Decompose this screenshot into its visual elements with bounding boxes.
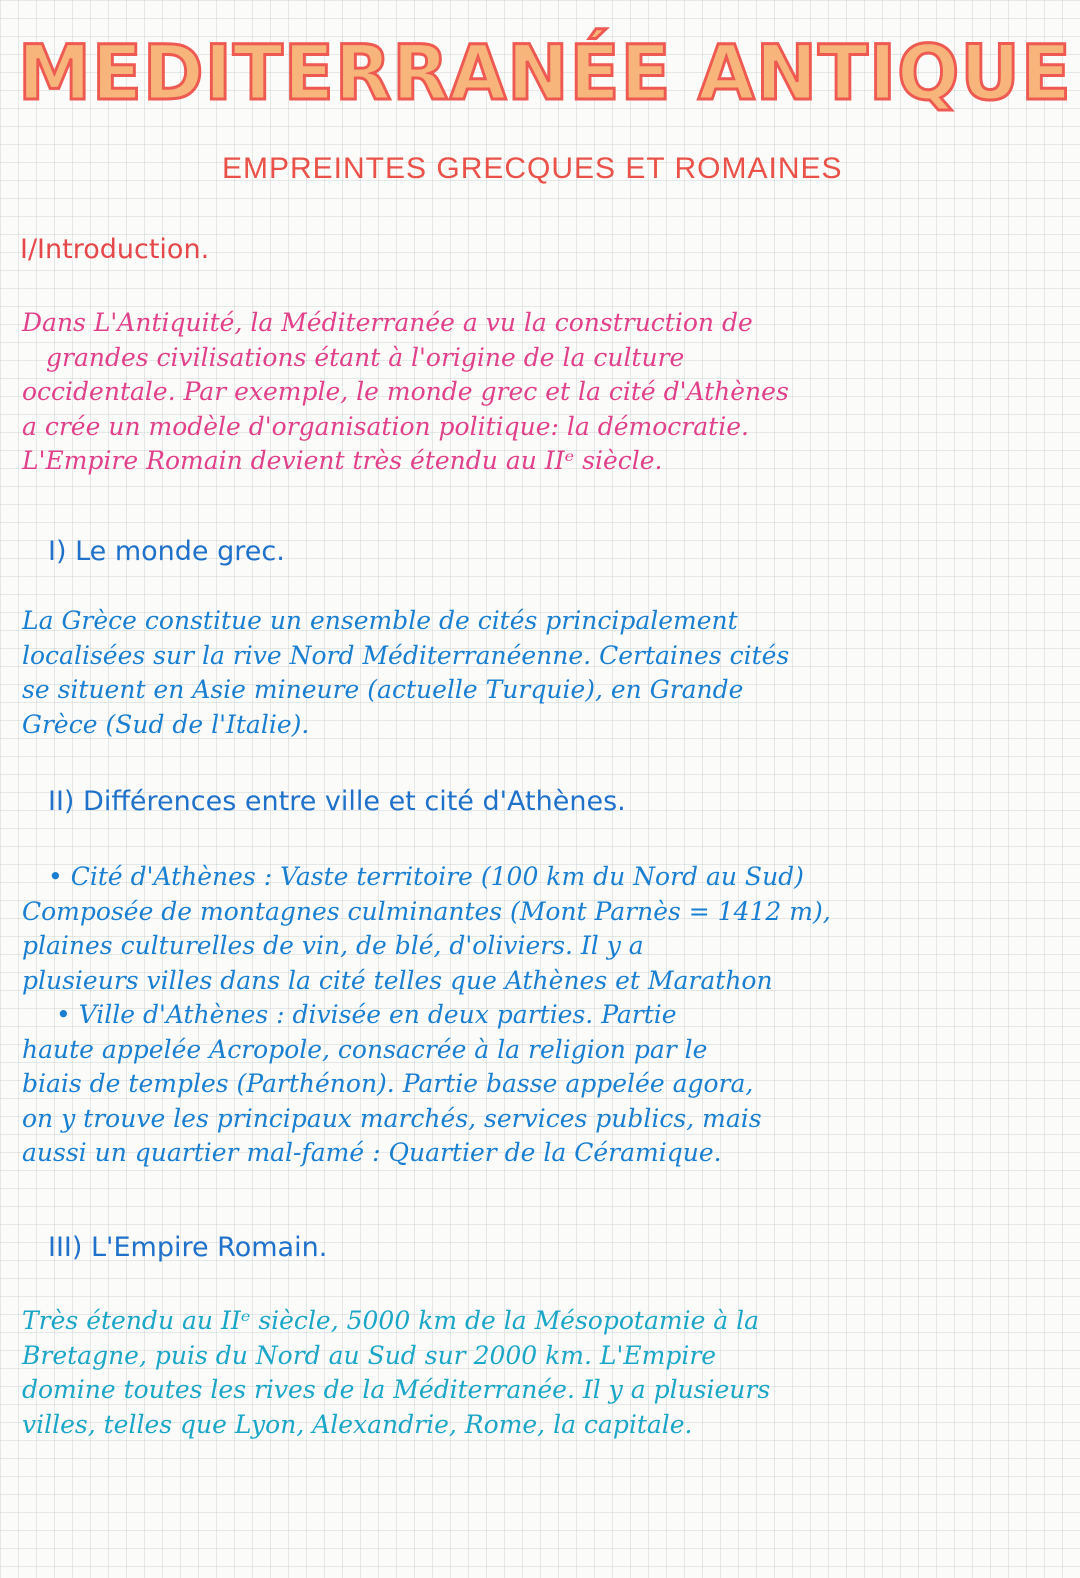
section-3-paragraph	[22, 1304, 770, 1442]
section-3-line: domine toutes les rives de la Méditerranée. Il y a plusieurs	[22, 1375, 771, 1404]
section-3-heading: III) L'Empire Romain.	[48, 1232, 328, 1263]
introduction-paragraph	[22, 306, 789, 479]
section-2-heading: II) Différences entre ville et cité d'Athènes.	[48, 786, 626, 817]
introduction-heading: I/Introduction.	[20, 234, 210, 265]
section-1-heading: I) Le monde grec.	[48, 536, 285, 567]
section-1-paragraph	[22, 604, 789, 742]
section-1-line: Grèce (Sud de l'Italie).	[22, 709, 310, 739]
introduction-line: Dans L'Antiquité, la Méditerranée a vu la construction de	[22, 308, 753, 337]
section-2-line: plaines culturelles de vin, de blé, d'oliviers. Il y a	[22, 931, 644, 960]
section-1-line: La Grèce constitue un ensemble de cités principalement	[22, 606, 738, 635]
section-2-line: • Ville d'Athènes : divisée en deux parties. Partie	[56, 1000, 677, 1029]
section-2-line: aussi un quartier mal-famé : Quartier de la Céramique.	[22, 1138, 722, 1167]
introduction-line: a crée un modèle d'organisation politique: la démocratie.	[22, 411, 749, 441]
section-3-line: Bretagne, puis du Nord au Sud sur 2000 km. L'Empire	[22, 1340, 717, 1370]
page-title: MEDITERRANÉE ANTIQUE	[18, 28, 1072, 117]
section-2-line: Composée de montagnes culminantes (Mont Parnès = 1412 m),	[22, 896, 831, 926]
introduction-line: grandes civilisations étant à l'origine de la culture	[46, 342, 685, 372]
section-2-line: • Cité d'Athènes : Vaste territoire (100 km du Nord au Sud)	[48, 862, 804, 891]
section-1-line: se situent en Asie mineure (actuelle Turquie), en Grande	[22, 675, 744, 704]
section-2-line: on y trouve les principaux marchés, services publics, mais	[22, 1103, 762, 1133]
section-3-line: villes, telles que Lyon, Alexandrie, Rome, la capitale.	[22, 1409, 693, 1439]
introduction-line: occidentale. Par exemple, le monde grec et la cité d'Athènes	[22, 377, 789, 406]
section-2-line: haute appelée Acropole, consacrée à la religion par le	[22, 1034, 708, 1064]
section-2-paragraph	[22, 860, 831, 1171]
section-3-line: Très étendu au IIᵉ siècle, 5000 km de la Mésopotamie à la	[22, 1306, 760, 1335]
section-2-line: biais de temples (Parthénon). Partie basse appelée agora,	[22, 1069, 754, 1098]
introduction-line: L'Empire Romain devient très étendu au IIᵉ siècle.	[22, 446, 663, 475]
section-1-line: localisées sur la rive Nord Méditerranéenne. Certaines cités	[22, 640, 790, 670]
section-2-line: plusieurs villes dans la cité telles que Athènes et Marathon	[22, 965, 773, 995]
page-subtitle: EMPREINTES GRECQUES ET ROMAINES	[222, 152, 843, 185]
